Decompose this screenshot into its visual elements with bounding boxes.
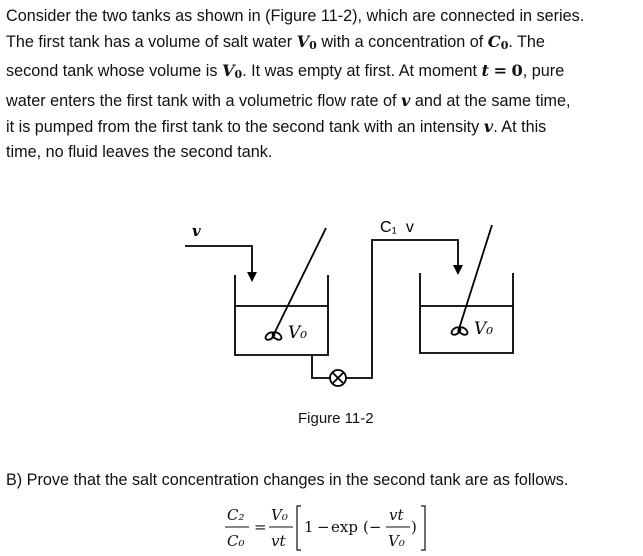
tank-1-stirrer [272,228,326,338]
tank-diagram [180,210,520,440]
problem-line-1: Consider the two tanks as shown in (Figure 11-2), which are connected in series. [6,7,585,25]
formula-one: 1 [304,518,314,536]
transfer-pipe [312,355,330,378]
formula-minus: − [317,518,330,536]
problem-line-3: second tank whose volume is $V_0$. It was empty at first. At moment t = 0, pure [6,61,565,82]
tank-2-volume-label: V₀ [474,319,494,339]
formula-mid-numerator: V₀ [271,506,288,524]
tank-2-walls [420,273,513,353]
pipe-label: C₁ v [380,219,414,236]
formula-close-paren: ) [411,518,417,536]
formula-lhs-denominator: C₀ [227,532,245,550]
problem-line-2: The first tank has a volume of salt water $V_0$ with a concentration of $C_0$. The [6,32,545,53]
formula-open-paren: (− [363,518,382,536]
problem-line-6: time, no fluid leaves the second tank. [6,143,273,162]
part-b-prompt: B) Prove that the salt concentration changes in the second tank are as follows. [6,471,569,489]
problem-line-5: it is pumped from the first tank to the second tank with an intensity v. At this [6,116,547,136]
figure-caption: Figure 11-2 [298,410,374,427]
tank-1-volume-label: V₀ [288,323,308,343]
concentration-formula [225,500,445,556]
formula-lhs-numerator: C₂ [227,506,245,524]
formula-inner-denominator: V₀ [388,532,405,550]
formula-mid-denominator: vt [271,532,286,550]
inflow-pipe [185,246,252,272]
formula-equals: = [254,518,267,536]
inflow-arrow [247,272,257,282]
formula-svg [225,500,445,556]
formula-inner-numerator: vt [389,506,404,524]
inflow-label: v [192,222,201,240]
transfer-arrow [453,265,463,275]
tank-2-stirrer [458,225,492,332]
problem-line-4: water enters the first tank with a volumetric flow rate of v and at the same time, [6,90,571,110]
tank-diagram-svg [180,210,520,440]
problem-statement [6,4,638,165]
formula-exp: exp [331,518,358,536]
tank-1-walls [235,275,328,355]
